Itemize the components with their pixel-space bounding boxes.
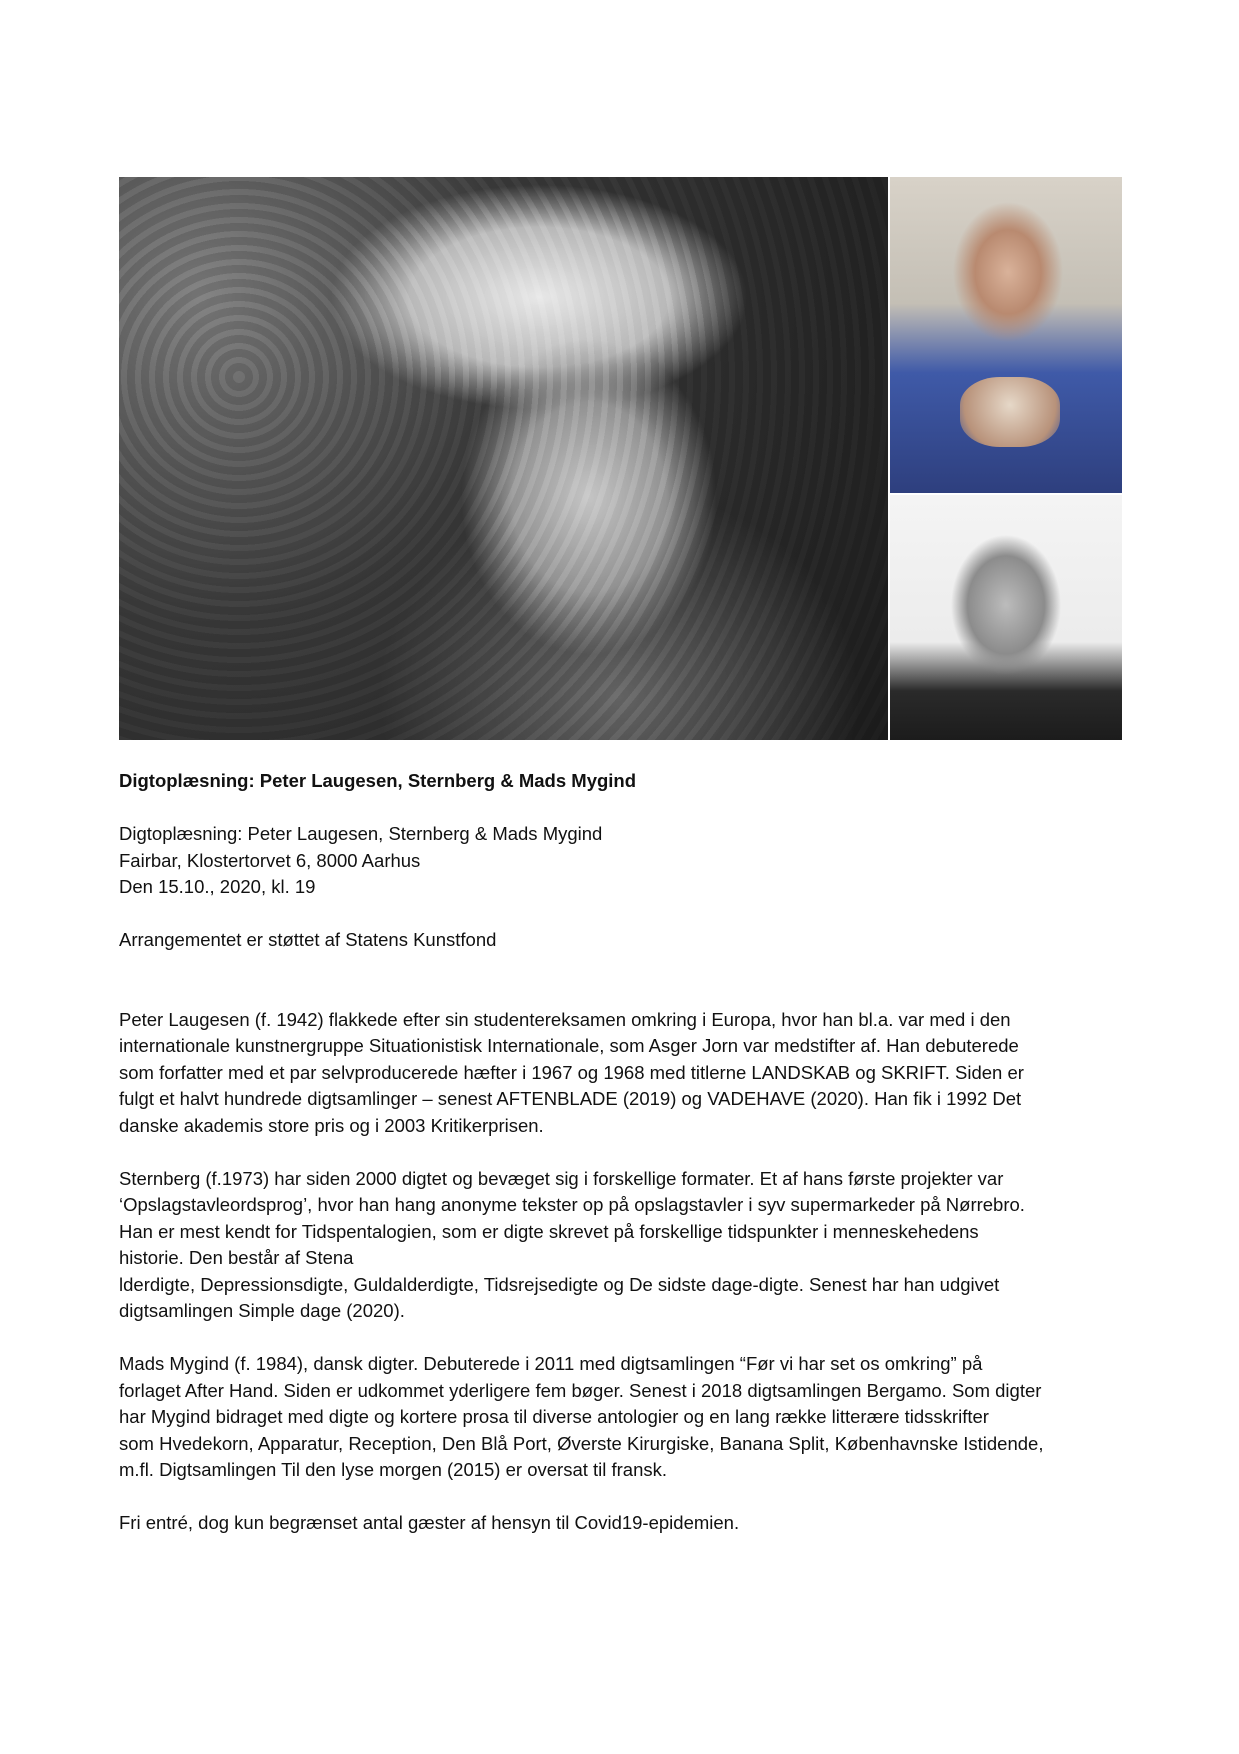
paragraph-line: danske akademis store pris og i 2003 Kritikerprisen. [119, 1114, 544, 1136]
paragraph-line: som forfatter med et par selvproducerede hæfter i 1967 og 1968 med titlerne LANDSKAB og SKRIFT. Siden er [119, 1061, 1024, 1083]
paragraph-laugesen [119, 1007, 1124, 1140]
paragraph-line: internationale kunstnergruppe Situationistisk Internationale, som Asger Jorn var medstifter af. Han debuterede [119, 1035, 1019, 1056]
event-line-venue: Fairbar, Klostertorvet 6, 8000 Aarhus [119, 849, 421, 871]
document-body [119, 768, 1124, 1537]
event-details [119, 821, 1124, 901]
paragraph-line: historie. Den består af Stena [119, 1247, 354, 1268]
paragraph-line: Han er mest kendt for Tidspentalogien, som er digte skrevet på forskellige tidspunkter i menneskehedens [119, 1220, 979, 1242]
event-line-title: Digtoplæsning: Peter Laugesen, Sternberg & Mads Mygind [119, 823, 603, 844]
photo-side-column [890, 177, 1122, 740]
document-title: Digtoplæsning: Peter Laugesen, Sternberg & Mads Mygind [119, 770, 637, 791]
paragraph-mygind [119, 1351, 1124, 1484]
paragraph-line: fulgt et halvt hundrede digtsamlinger – senest AFTENBLADE (2019) og VADEHAVE (2020). Han fik i 1992 Det [119, 1088, 1022, 1109]
photo-mads-mygind [890, 495, 1122, 740]
paragraph-line: Mads Mygind (f. 1984), dansk digter. Debuterede i 2011 med digtsamlingen “Før vi har set os omkring” på [119, 1353, 983, 1374]
paragraph-line: digtsamlingen Simple dage (2020). [119, 1300, 405, 1321]
paragraph-line: Sternberg (f.1973) har siden 2000 digtet og bevæget sig i forskellige formater. Et af hans første projekter var [119, 1167, 1004, 1189]
paragraph-line: Peter Laugesen (f. 1942) flakkede efter sin studentereksamen omkring i Europa, hvor han bl.a. var med i den [119, 1008, 1011, 1030]
paragraph-line: forlaget After Hand. Siden er udkommet yderligere fem bøger. Senest i 2018 digtsamlingen Bergamo. Som digter [119, 1379, 1042, 1401]
paragraph-sternberg [119, 1166, 1124, 1325]
photo-peter-laugesen [119, 177, 888, 740]
photo-collage [119, 177, 1122, 740]
photo-texture [119, 177, 888, 740]
photo-sternberg [890, 177, 1122, 493]
admission-note: Fri entré, dog kun begrænset antal gæster af hensyn til Covid19-epidemien. [119, 1512, 740, 1533]
event-line-date: Den 15.10., 2020, kl. 19 [119, 876, 316, 897]
paragraph-line: lderdigte, Depressionsdigte, Guldalderdigte, Tidsrejsedigte og De sidste dage-digte. Senest har han udgivet [119, 1273, 1000, 1295]
support-note: Arrangementet er støttet af Statens Kunstfond [119, 929, 497, 950]
photo-detail [960, 377, 1060, 447]
paragraph-line: ‘Opslagstavleordsprog’, hvor han hang anonyme tekster op på opslagstavler i syv supermarkeder på Nørrebro. [119, 1194, 1025, 1215]
paragraph-line: m.fl. Digtsamlingen Til den lyse morgen (2015) er oversat til fransk. [119, 1459, 668, 1480]
paragraph-line: som Hvedekorn, Apparatur, Reception, Den Blå Port, Øverste Kirurgiske, Banana Split, Københavnske Istidende, [119, 1432, 1044, 1454]
paragraph-line: har Mygind bidraget med digte og kortere prosa til diverse antologier og en lang række litterære tidsskrifter [119, 1406, 989, 1427]
